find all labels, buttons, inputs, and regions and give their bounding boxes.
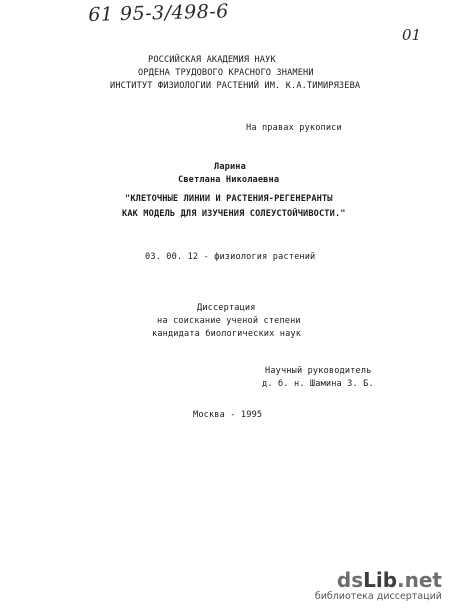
supervisor-label: Научный руководитель (265, 366, 372, 376)
thesis-line-2: на соискание ученой степени (157, 316, 301, 326)
watermark-logo-ds: ds (336, 568, 364, 592)
watermark-logo (315, 569, 442, 591)
watermark-logo-lib: Lib (363, 568, 398, 592)
supervisor-name: д. б. н. Шамина З. Б. (262, 379, 374, 389)
thesis-line-1: Диссертация (197, 303, 256, 313)
author-surname: Ларина (214, 162, 246, 172)
watermark (315, 569, 442, 603)
watermark-subtitle: библиотека диссертаций (314, 591, 442, 602)
rights-note: На правах рукописи (246, 123, 342, 133)
handwritten-page-number: 01 (402, 26, 422, 44)
watermark-logo-net: .net (397, 568, 442, 592)
thesis-line-3: кандидата биологических наук (152, 329, 302, 339)
institution-line-2: ОРДЕНА ТРУДОВОГО КРАСНОГО ЗНАМЕНИ (138, 68, 314, 78)
institution-line-1: РОССИЙСКАЯ АКАДЕМИЯ НАУК (148, 55, 276, 65)
dissertation-title-line-1: "КЛЕТОЧНЫЕ ЛИНИИ И РАСТЕНИЯ-РЕГЕНЕРАНТЫ (125, 194, 333, 204)
specialty-code: 03. 00. 12 - физиология растений (145, 252, 316, 262)
handwritten-shelfmark: 61 95-3/498-6 (88, 0, 230, 26)
dissertation-title-line-2: КАК МОДЕЛЬ ДЛЯ ИЗУЧЕНИЯ СОЛЕУСТОЙЧИВОСТИ." (122, 209, 346, 219)
author-given-names: Светлана Николаевна (178, 175, 280, 185)
place-and-year: Москва - 1995 (193, 410, 263, 420)
institution-line-3: ИНСТИТУТ ФИЗИОЛОГИИ РАСТЕНИЙ ИМ. К.А.ТИМИРЯЗЕВА (110, 81, 361, 91)
